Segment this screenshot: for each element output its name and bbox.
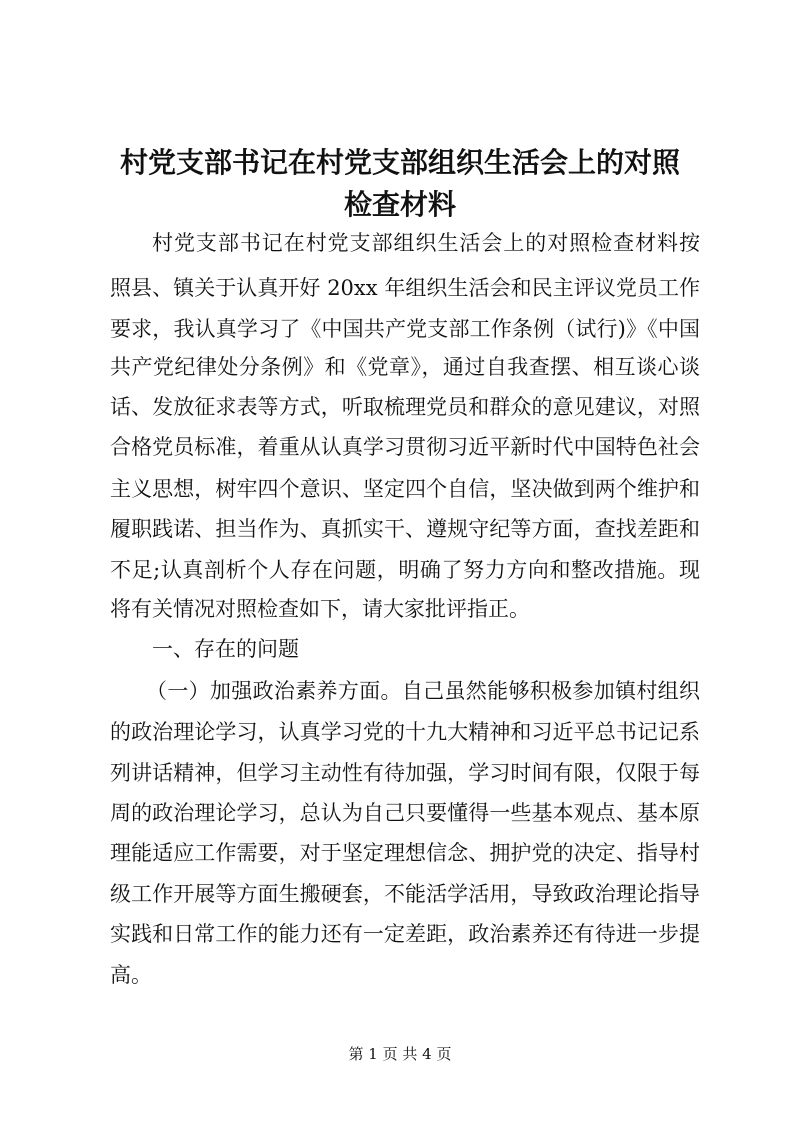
intro-line: 共产党纪律处分条例》和《党章》，通过自我查摆、相互谈心谈 <box>110 355 700 379</box>
intro-line: 不足;认真剖析个人存在问题，明确了努力方向和整改措施。现 <box>110 558 700 582</box>
intro-line: 要求，我认真学习了《中国共产党支部工作条例（试行)》《中国 <box>110 317 700 341</box>
section-1-line: （一）加强政治素养方面。自己虽然能够积极参加镇村组织 <box>146 679 700 703</box>
intro-line: 话、发放征求表等方式，听取梳理党员和群众的意见建议，对照 <box>110 395 700 419</box>
title-line-1: 村党支部书记在村党支部组织生活会上的对照 <box>119 146 680 179</box>
section-1-line: 高。 <box>110 963 152 987</box>
section-1-line: 理能适应工作需要，对于坚定理想信念、拥护党的决定、指导村 <box>110 841 700 865</box>
section-1-line: 实践和日常工作的能力还有一定差距，政治素养还有待进一步提 <box>110 922 700 946</box>
intro-line: 照县、镇关于认真开好 20xx 年组织生活会和民主评议党员工作 <box>110 276 700 300</box>
page-number: 第 1 页 共 4 页 <box>348 1045 452 1063</box>
section-1-line: 周的政治理论学习，总认为自己只要懂得一些基本观点、基本原 <box>110 801 700 825</box>
intro-line: 合格党员标准，着重从认真学习贯彻习近平新时代中国特色社会 <box>110 435 700 459</box>
section-heading: 一、存在的问题 <box>152 637 299 661</box>
intro-line: 履职践诺、担当作为、真抓实干、遵规守纪等方面，查找差距和 <box>110 517 700 541</box>
section-1-line: 列讲话精神，但学习主动性有待加强，学习时间有限，仅限于每 <box>110 761 700 785</box>
section-1-line: 级工作开展等方面生搬硬套，不能活学活用，导致政治理论指导 <box>110 882 700 906</box>
intro-line: 村党支部书记在村党支部组织生活会上的对照检查材料按 <box>152 231 700 255</box>
title-line-2: 检查材料 <box>343 188 456 221</box>
intro-line: 主义思想，树牢四个意识、坚定四个自信，坚决做到两个维护和 <box>110 477 700 501</box>
intro-line: 将有关情况对照检查如下，请大家批评指正。 <box>110 597 530 621</box>
document-title <box>100 142 700 226</box>
section-1-line: 的政治理论学习，认真学习党的十九大精神和习近平总书记记系 <box>110 720 700 744</box>
